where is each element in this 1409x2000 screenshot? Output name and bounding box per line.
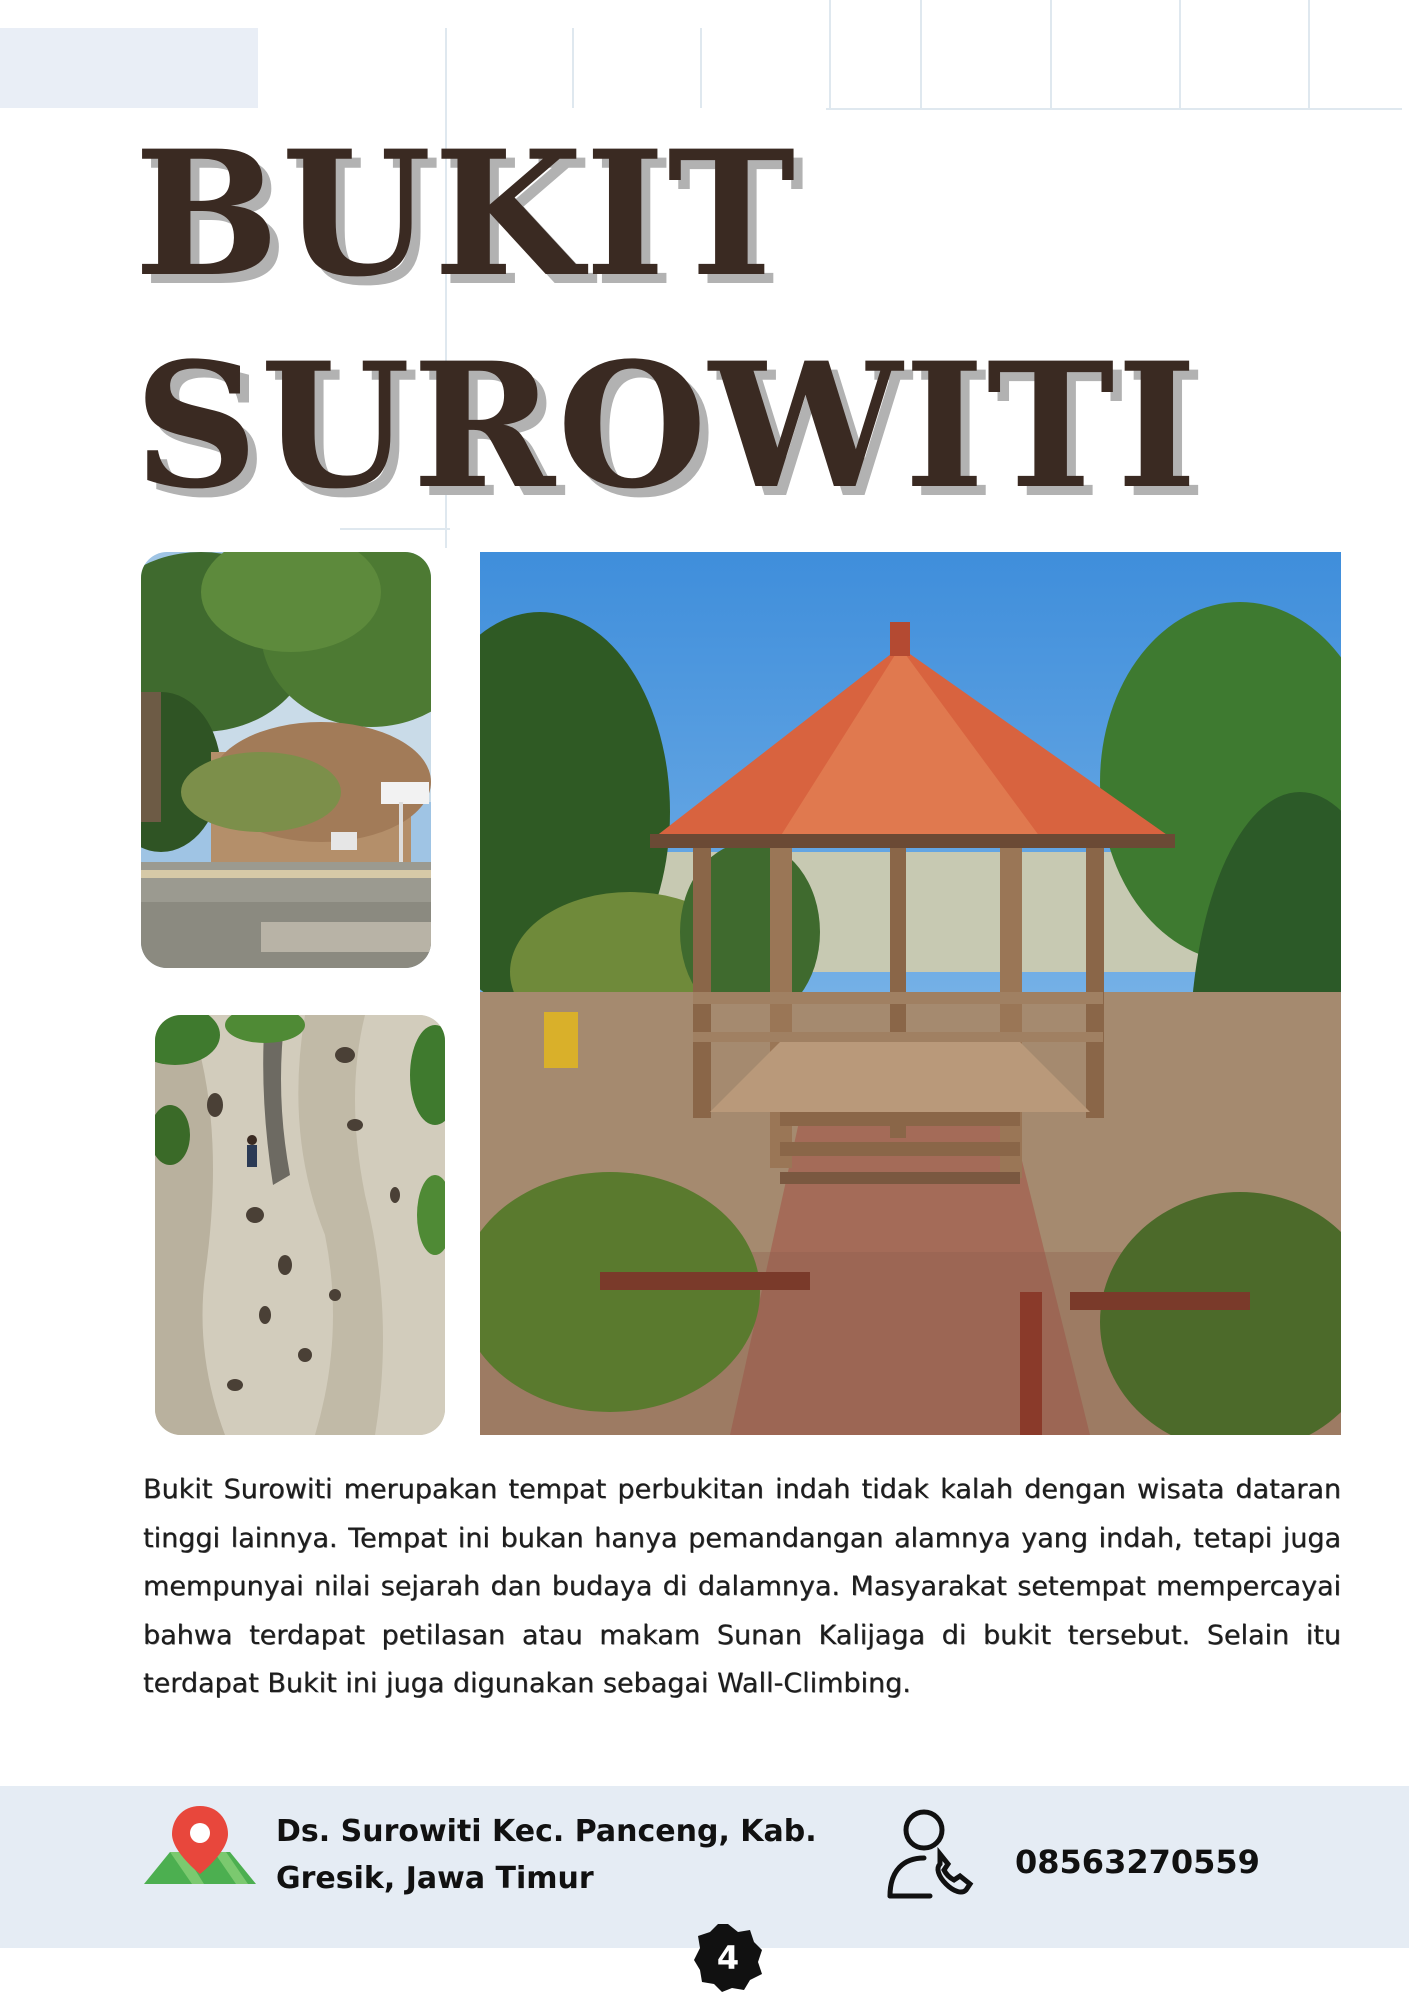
address-line-1: Ds. Surowiti Kec. Panceng, Kab. (276, 1814, 817, 1849)
decor-grid-line (572, 28, 574, 108)
map-pin-icon (140, 1802, 258, 1892)
decor-grid-line (1308, 0, 1310, 108)
page-title-line-1: BUKIT (134, 112, 798, 315)
entrance-path-photo (141, 552, 431, 968)
phone-number: 08563270559 (1015, 1843, 1260, 1881)
decor-grid-line (920, 0, 922, 108)
person-phone-icon (884, 1806, 974, 1904)
decor-grid-line (829, 0, 831, 108)
page-number-badge (692, 1922, 764, 1994)
address-line-2: Gresik, Jawa Timur (276, 1861, 594, 1896)
decor-grid-line (445, 28, 447, 108)
description-paragraph: Bukit Surowiti merupakan tempat perbukitan indah tidak kalah dengan wisata dataran tinggi lainnya. Tempat ini bukan hanya pemandangan alamnya yang indah, tetapi juga mempunyai nilai sejarah dan budaya di dalamnya. Masyarakat setempat mempercayai bahwa terdapat petilasan atau makam Sunan Kalijaga di bukit tersebut. Selain itu terdapat Bukit ini juga digunakan sebagai Wall-Climbing. (143, 1474, 1341, 1699)
decor-grid-line (700, 28, 702, 108)
rock-cliff-climbing-photo (155, 1015, 445, 1435)
page-number: 4 (716, 1939, 740, 1977)
page-title-line-2: SUROWITI (134, 324, 1200, 527)
decor-grid-line (1050, 0, 1052, 108)
gazebo-on-hill-photo (480, 552, 1341, 1435)
decor-block-top-left (0, 28, 258, 108)
decor-grid-line (826, 108, 1402, 110)
decor-grid-line (340, 528, 450, 530)
address-text (276, 1808, 836, 1902)
decor-grid-line (1179, 0, 1181, 108)
